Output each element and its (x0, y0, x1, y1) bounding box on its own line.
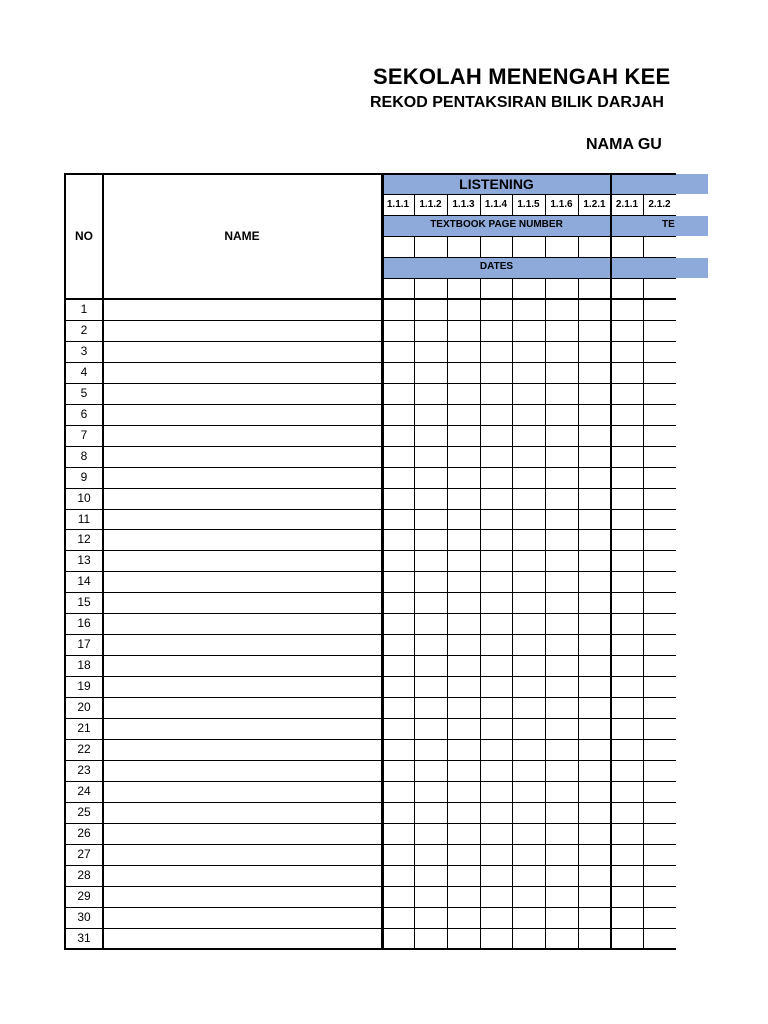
row-number: 22 (77, 741, 91, 756)
skill-code: 1.1.1 (386, 199, 410, 210)
row-line (64, 488, 676, 489)
skill-column-line (512, 278, 513, 948)
header-bottom-border (64, 298, 676, 300)
row-line (64, 362, 676, 363)
record-subtitle: REKOD PENTAKSIRAN BILIK DARJAH (370, 94, 664, 111)
header-row-line (382, 215, 676, 216)
skill-code: 1.1.2 (419, 199, 442, 210)
skill-code: 1.2.1 (583, 199, 606, 210)
row-number: 9 (80, 469, 88, 484)
row-line (64, 823, 676, 824)
row-number: 31 (77, 930, 91, 945)
skill-column-line (643, 278, 644, 948)
row-line (64, 613, 676, 614)
row-line (64, 781, 676, 782)
skill-column-line (643, 236, 644, 257)
skill-column-line (512, 194, 513, 215)
teacher-name-label: NAMA GU (586, 136, 662, 153)
row-number: 29 (77, 888, 91, 903)
skill-code: 2.1.2 (648, 199, 671, 210)
skill-column-line (480, 278, 481, 948)
row-line (64, 676, 676, 677)
dates-band-overflow (676, 258, 708, 278)
row-number: 23 (77, 762, 91, 777)
skill-column-line (578, 194, 579, 215)
skill-code: 2.1.1 (615, 199, 639, 210)
next-skill-band (612, 174, 676, 194)
row-line (64, 446, 676, 447)
skill-column-line (643, 194, 644, 215)
skill-column-line (414, 236, 415, 257)
row-number: 15 (77, 595, 91, 610)
row-line (64, 634, 676, 635)
row-number: 24 (77, 783, 91, 798)
skill-column-line (414, 194, 415, 215)
row-number: 21 (77, 721, 91, 735)
skill-column-line (480, 194, 481, 215)
row-number: 12 (77, 532, 91, 547)
row-line (64, 802, 676, 803)
row-number: 20 (77, 700, 91, 715)
skill-code: 1.1.3 (452, 199, 475, 210)
row-number: 1 (80, 302, 88, 316)
skill-column-line (545, 278, 546, 948)
skill-column-line (447, 278, 448, 948)
skill-code: 1.1.6 (550, 199, 573, 210)
table-left-border (64, 173, 66, 949)
dates-label: DATES (479, 261, 514, 272)
no-name-divider (102, 173, 104, 949)
skill-column-line (545, 236, 546, 257)
row-number: 30 (77, 909, 91, 924)
row-number: 3 (80, 343, 88, 358)
skill-column-line (414, 278, 415, 948)
row-line (64, 928, 676, 929)
row-number: 17 (77, 637, 91, 652)
row-line (64, 592, 676, 593)
row-number: 10 (77, 490, 91, 505)
row-line (64, 341, 676, 342)
header-row-line (382, 194, 676, 195)
skill-column-line (578, 278, 579, 948)
row-line (64, 509, 676, 510)
row-number: 27 (77, 846, 91, 861)
skill-code: 1.1.5 (517, 199, 540, 210)
row-line (64, 550, 676, 551)
row-line (64, 425, 676, 426)
row-number: 18 (77, 658, 91, 673)
header-row-line (382, 278, 676, 279)
skill-column-line (480, 236, 481, 257)
row-number: 2 (80, 322, 88, 337)
row-line (64, 571, 676, 572)
listening-label: LISTENING (459, 176, 534, 192)
header-row-line (382, 236, 676, 237)
table-bottom-border (64, 948, 676, 950)
listening-band-overflow (676, 174, 708, 194)
row-line (64, 844, 676, 845)
skill-code: 1.1.4 (484, 199, 508, 210)
textbook-band-overflow (676, 216, 708, 236)
table-top-border (64, 173, 676, 175)
header-row-line (382, 257, 676, 258)
row-line (64, 760, 676, 761)
row-number: 14 (77, 574, 91, 589)
row-number: 6 (80, 406, 88, 421)
row-line (64, 655, 676, 656)
row-line (64, 865, 676, 866)
row-line (64, 739, 676, 740)
row-number: 19 (77, 679, 91, 694)
row-line (64, 320, 676, 321)
row-line (64, 383, 676, 384)
row-line (64, 404, 676, 405)
name-skill-divider (381, 173, 384, 949)
school-title: SEKOLAH MENENGAH KEE (373, 64, 671, 89)
name-column-header: NAME (224, 229, 260, 243)
row-line (64, 697, 676, 698)
row-number: 4 (80, 364, 88, 379)
textbook-page-label-cut: TE (662, 219, 675, 230)
row-line (64, 718, 676, 719)
skill-column-line (545, 194, 546, 215)
row-line (64, 907, 676, 908)
no-column-header: NO (75, 229, 93, 243)
row-number: 16 (77, 616, 91, 631)
row-number: 11 (77, 511, 91, 526)
row-line (64, 467, 676, 468)
row-number: 8 (80, 448, 88, 463)
skill-column-line (447, 236, 448, 257)
skill-column-line (512, 236, 513, 257)
row-line (64, 529, 676, 530)
row-number: 5 (80, 385, 88, 400)
skill-column-line (447, 194, 448, 215)
row-line (64, 886, 676, 887)
textbook-page-label: TEXTBOOK PAGE NUMBER (430, 219, 563, 230)
row-number: 25 (77, 804, 91, 819)
dates-band-2 (612, 258, 676, 278)
section-divider (610, 173, 612, 949)
skill-column-line (578, 236, 579, 257)
row-number: 7 (80, 427, 88, 442)
row-number: 26 (77, 825, 91, 840)
row-number: 13 (77, 553, 91, 568)
row-number: 28 (77, 867, 91, 882)
